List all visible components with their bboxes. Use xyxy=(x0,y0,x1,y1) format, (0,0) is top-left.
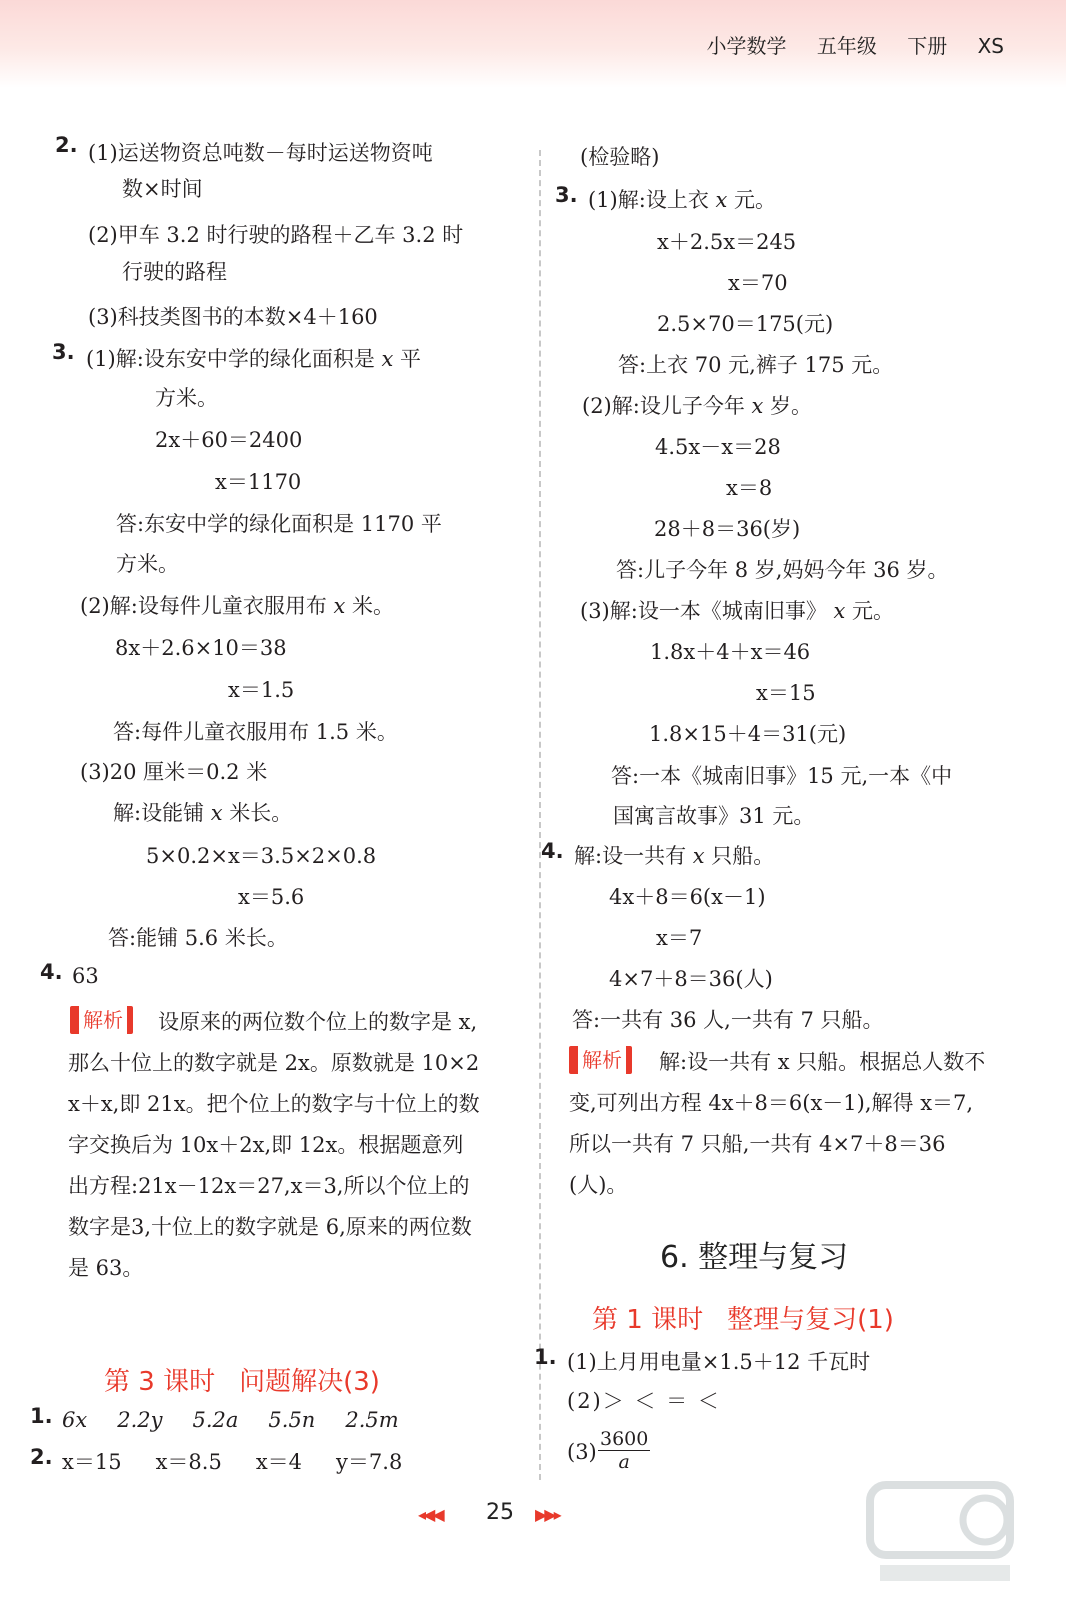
q4-analysis-tag: 解析 xyxy=(70,1006,133,1034)
r4-eq3: 4×7＋8＝36(人) xyxy=(609,967,773,991)
r4-number: 4. xyxy=(541,839,564,863)
q3-number: 3. xyxy=(52,340,75,364)
q2-1-line1: (1)运送物资总吨数－每时运送物资吨 xyxy=(88,141,433,165)
r3-3-answer2: 国寓言故事》31 元。 xyxy=(613,804,815,828)
q3-1-eq1: 2x＋60＝2400 xyxy=(155,428,303,452)
q3-3-eq1: 5×0.2×x＝3.5×2×0.8 xyxy=(146,844,377,868)
page-number: 25 xyxy=(486,1500,514,1525)
k1-number: 1. xyxy=(534,1345,557,1369)
r4-line1: 解:设一共有 x 只船。 xyxy=(574,844,775,868)
header-edition: XS xyxy=(977,34,1004,58)
r3-3-line1: (3)解:设一本《城南旧事》 x 元。 xyxy=(580,599,895,623)
check-omitted: (检验略) xyxy=(580,145,660,169)
next-page-arrows-icon[interactable]: ▶▶▸ xyxy=(535,1505,559,1524)
q4-analysis-text: 设原来的两位数个位上的数字是 x,那么十位上的数字就是 2x。原数就是 10×2x＋x,即 21x。把个位上的数字与十位上的数字交换后为 10x＋2x,即 12x。根据题意列出方程:21x－12x＝27,x＝3,所以个位上的数字是3,十位上的数字就是 6,原来的两位数是 63。 xyxy=(68,1010,480,1280)
watermark-logo-icon xyxy=(860,1470,1020,1590)
header-grade: 五年级 xyxy=(816,34,877,58)
k1-3: (3) xyxy=(567,1440,597,1464)
k1-1: (1)上月用电量×1.5＋12 千瓦时 xyxy=(567,1350,871,1374)
page-header xyxy=(683,30,1004,59)
lesson1-title: 第 1 课时 整理与复习(1) xyxy=(592,1305,894,1335)
header-subject: 小学数学 xyxy=(706,34,787,58)
r3-2-answer: 答:儿子今年 8 岁,妈妈今年 36 岁。 xyxy=(616,558,949,582)
r3-3-eq1: 1.8x＋4＋x＝46 xyxy=(650,640,811,664)
r4-eq1: 4x＋8＝6(x－1) xyxy=(609,885,766,909)
r4-eq2: x＝7 xyxy=(656,926,703,950)
q2-2-line1: (2)甲车 3.2 时行驶的路程＋乙车 3.2 时 xyxy=(88,223,464,247)
q3-3-eq2: x＝5.6 xyxy=(238,885,305,909)
k1-2: (2)＞ ＜ ＝ ＜ xyxy=(567,1389,721,1413)
r4-analysis-text: 解:设一共有 x 只船。根据总人数不变,可列出方程 4x＋8＝6(x－1),解得 x＝7,所以一共有 7 只船,一共有 4×7＋8＝36(人)。 xyxy=(569,1050,986,1197)
q3-1-eq2: x＝1170 xyxy=(215,470,302,494)
r3-2-line1: (2)解:设儿子今年 x 岁。 xyxy=(582,394,813,418)
q2-3: (3)科技类图书的本数×4＋160 xyxy=(88,305,378,329)
r3-number: 3. xyxy=(555,183,578,207)
q3-2-eq2: x＝1.5 xyxy=(228,678,295,702)
chapter6-title: 6. 整理与复习 xyxy=(660,1240,849,1275)
q3-2-eq1: 8x＋2.6×10＝38 xyxy=(115,636,287,660)
q3-3-answer: 答:能铺 5.6 米长。 xyxy=(108,926,288,950)
q3-3-line2: 解:设能铺 x 米长。 xyxy=(113,801,293,825)
q3-1-answer1: 答:东安中学的绿化面积是 1170 平 xyxy=(116,512,442,536)
r3-2-eq1: 4.5x－x＝28 xyxy=(655,435,781,459)
fraction-3600-over-a xyxy=(598,1428,650,1473)
q2-1-line2: 数×时间 xyxy=(122,177,203,201)
r3-1-line1: (1)解:设上衣 x 元。 xyxy=(588,188,777,212)
r3-1-eq3: 2.5×70＝175(元) xyxy=(657,312,834,336)
fraction-denominator: a xyxy=(618,1451,630,1473)
q3-1-answer2: 方米。 xyxy=(116,552,179,576)
r3-2-eq3: 28＋8＝36(岁) xyxy=(654,517,801,541)
e2-answers: x＝15 x＝8.5 x＝4 y＝7.8 xyxy=(62,1450,403,1474)
e1-answers: 6x 2.2y 5.2a 5.5n 2.5m xyxy=(62,1408,399,1432)
r3-1-eq1: x＋2.5x＝245 xyxy=(657,230,797,254)
q3-1-line1: (1)解:设东安中学的绿化面积是 x 平 xyxy=(86,347,422,371)
r3-3-eq3: 1.8×15＋4＝31(元) xyxy=(649,722,847,746)
column-divider xyxy=(539,150,541,1480)
r4-answer: 答:一共有 36 人,一共有 7 只船。 xyxy=(572,1008,884,1032)
q4-number: 4. xyxy=(40,960,63,984)
e2-number: 2. xyxy=(30,1445,53,1469)
lesson3-title: 第 3 课时 问题解决(3) xyxy=(104,1367,380,1397)
prev-page-arrows-icon[interactable]: ◂◀◀ xyxy=(418,1505,442,1524)
r3-1-eq2: x＝70 xyxy=(728,271,788,295)
r3-2-eq2: x＝8 xyxy=(726,476,773,500)
r4-analysis-tag: 解析 xyxy=(569,1046,632,1074)
q3-1-line2: 方米。 xyxy=(155,386,218,410)
r3-3-answer1: 答:一本《城南旧事》15 元,一本《中 xyxy=(611,764,953,788)
r3-1-answer: 答:上衣 70 元,裤子 175 元。 xyxy=(618,353,894,377)
header-volume: 下册 xyxy=(907,34,948,58)
r3-3-eq2: x＝15 xyxy=(756,681,816,705)
e1-number: 1. xyxy=(30,1404,53,1428)
q2-number: 2. xyxy=(55,133,78,157)
q2-2-line2: 行驶的路程 xyxy=(122,260,227,284)
fraction-numerator: 3600 xyxy=(600,1428,649,1450)
q4-answer: 63 xyxy=(72,964,99,988)
q3-2-answer: 答:每件儿童衣服用布 1.5 米。 xyxy=(113,720,398,744)
q3-2-line1: (2)解:设每件儿童衣服用布 x 米。 xyxy=(80,594,395,618)
q3-3-line1: (3)20 厘米＝0.2 米 xyxy=(80,760,268,784)
